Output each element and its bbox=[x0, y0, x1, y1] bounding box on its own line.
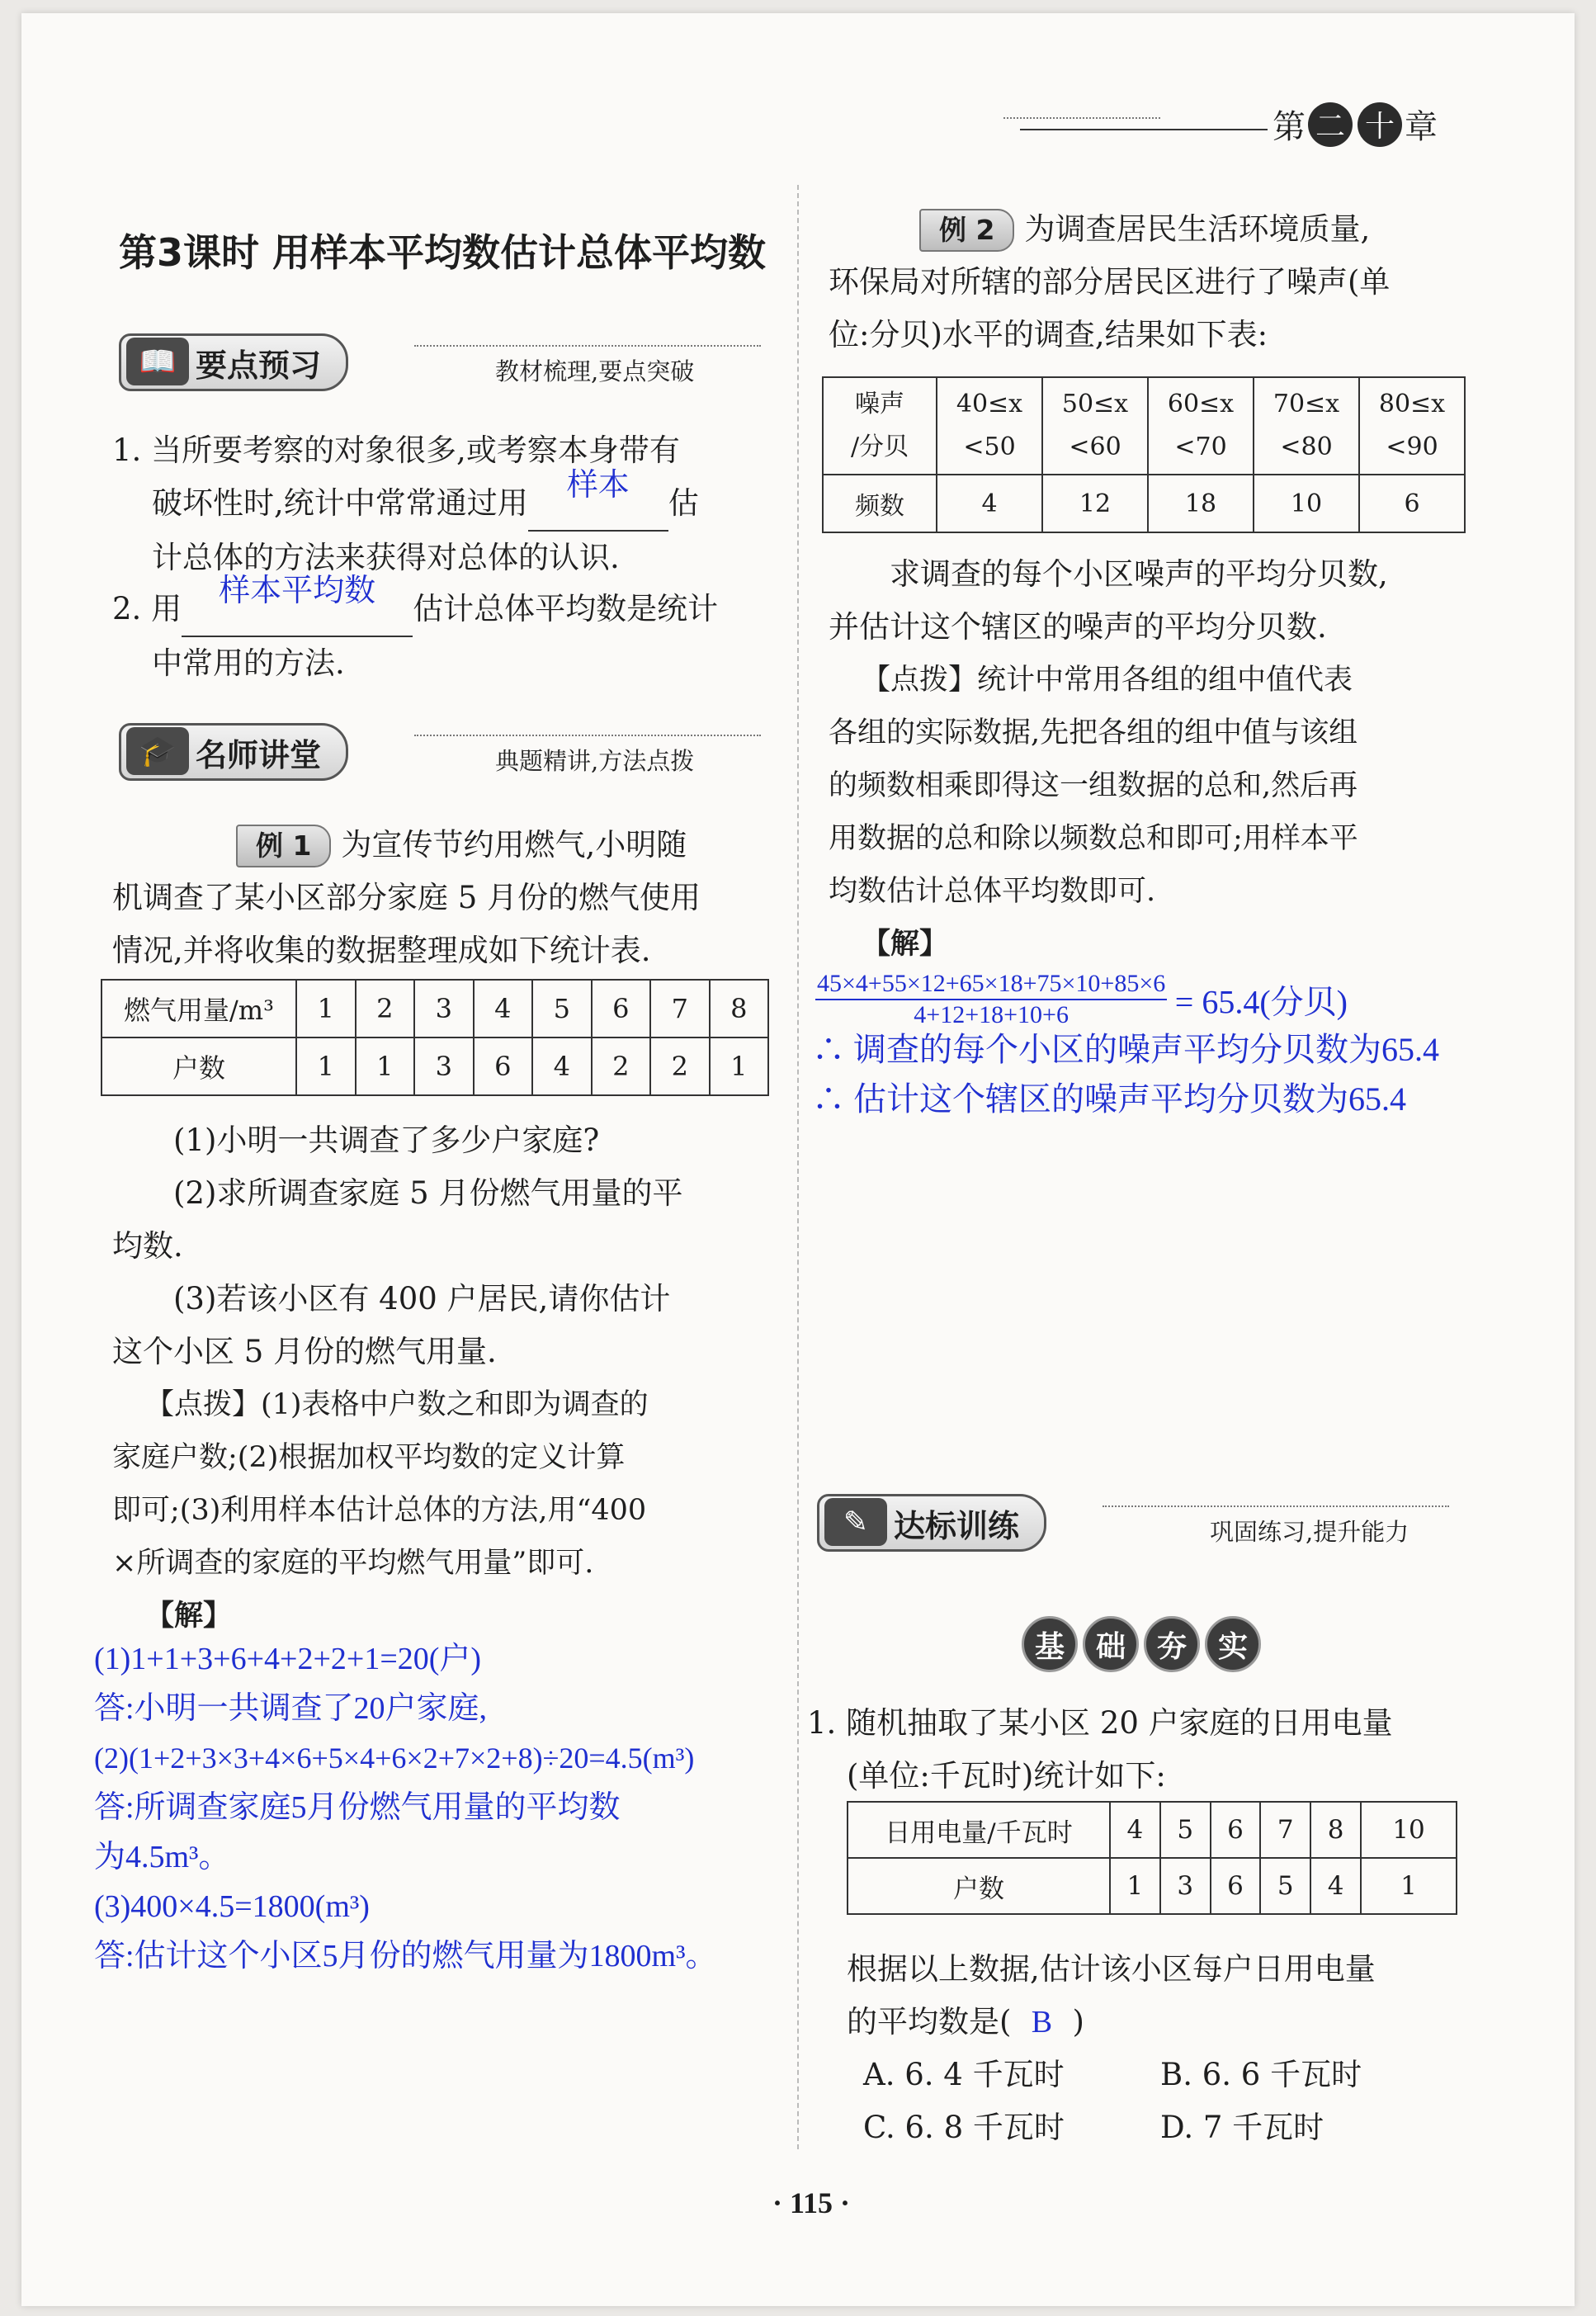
gas-table-col: 2 bbox=[356, 980, 415, 1037]
noise-col-a: 50≤x bbox=[1061, 390, 1129, 418]
elec-table-col: 10 bbox=[1361, 1802, 1457, 1858]
ex1-hint-2: 即可;(3)利用样本估计总体的方法,用“400 bbox=[112, 1494, 647, 1527]
section-lecture bbox=[119, 723, 348, 781]
noise-col-b: <70 bbox=[1174, 432, 1227, 461]
gas-table-val: 6 bbox=[474, 1037, 533, 1095]
q1-close: ) bbox=[1072, 2004, 1084, 2039]
gas-usage-table bbox=[101, 979, 769, 1096]
section-preview bbox=[119, 333, 348, 391]
question-1 bbox=[807, 1697, 1484, 1803]
ex2-hint-0: 【点拨】统计中常用各组的组中值代表 bbox=[862, 664, 1353, 697]
gas-table-col: 7 bbox=[650, 980, 710, 1037]
noise-col-a: 40≤x bbox=[956, 390, 1023, 418]
ex2-line-2: 位:分贝)水平的调查,结果如下表: bbox=[829, 317, 1268, 352]
foundation-badge bbox=[1022, 1616, 1261, 1672]
noise-table-val: 10 bbox=[1254, 475, 1359, 532]
section-preview-subtitle: 教材梳理,要点突破 bbox=[495, 357, 695, 385]
question-1-stem bbox=[847, 1943, 1490, 2049]
gas-table-val: 4 bbox=[532, 1037, 592, 1095]
noise-header-a: 噪声 bbox=[855, 390, 904, 418]
gas-table-val: 3 bbox=[414, 1037, 474, 1095]
ex1-answer-3: 答:所调查家庭5月份燃气用量的平均数 bbox=[94, 1790, 621, 1825]
elec-table-col: 7 bbox=[1260, 1802, 1310, 1858]
p1-line-d: 计总体的方法来获得对总体的认识. bbox=[152, 540, 620, 575]
elec-table-val: 1 bbox=[1361, 1858, 1457, 1914]
example-1-hint bbox=[112, 1378, 781, 1642]
noise-table-col bbox=[1254, 377, 1359, 475]
elec-table-val: 3 bbox=[1160, 1858, 1211, 1914]
p2-answer: 样本平均数 bbox=[219, 574, 376, 608]
noise-table-col bbox=[1042, 377, 1148, 475]
gas-table-header-households: 户数 bbox=[102, 1037, 296, 1095]
ex1-answer-0: (1)1+1+3+6+4+2+2+1=20(户) bbox=[94, 1642, 482, 1676]
ex1-answer-5: (3)400×4.5=1800(m³) bbox=[94, 1889, 370, 1924]
graduation-cap-icon: 🎓 bbox=[126, 727, 189, 775]
foundation-char: 实 bbox=[1205, 1616, 1261, 1672]
example-2-hint bbox=[829, 654, 1489, 971]
gas-table-col: 5 bbox=[532, 980, 592, 1037]
gas-table-col: 6 bbox=[592, 980, 651, 1037]
q1-line-0: 1. 随机抽取了某小区 20 户家庭的日用电量 bbox=[807, 1705, 1393, 1741]
chapter-label bbox=[1273, 101, 1438, 148]
noise-table-col bbox=[1148, 377, 1254, 475]
ex2-frac-den: 4+12+18+10+6 bbox=[914, 1001, 1069, 1028]
noise-table-val: 18 bbox=[1148, 475, 1254, 532]
option-c[interactable]: C. 6. 8 千瓦时 bbox=[863, 2110, 1065, 2145]
gas-table-val: 1 bbox=[356, 1037, 415, 1095]
p2-line-c: 中常用的方法. bbox=[152, 645, 345, 681]
option-a[interactable]: A. 6. 4 千瓦时 bbox=[863, 2057, 1065, 2092]
noise-table-header bbox=[823, 377, 937, 475]
noise-table-val: 4 bbox=[937, 475, 1042, 532]
noise-col-b: <90 bbox=[1386, 432, 1438, 461]
example-1-answers bbox=[94, 1634, 717, 1981]
elec-table-val: 4 bbox=[1310, 1858, 1361, 1914]
p1-line-c: 估 bbox=[668, 485, 699, 521]
ex1-answer-2: (2)(1+2+3×3+4×6+5×4+6×2+7×2+8)÷20=4.5(m³) bbox=[94, 1742, 695, 1775]
gas-table-val: 1 bbox=[710, 1037, 769, 1095]
ex1-q3a: (3)若该小区有 400 户居民,请你估计 bbox=[173, 1281, 671, 1316]
noise-col-b: <80 bbox=[1280, 432, 1333, 461]
header-rule bbox=[1020, 129, 1268, 130]
section-lecture-dots bbox=[414, 735, 761, 736]
ex2-hint-4: 均数估计总体平均数即可. bbox=[829, 875, 1156, 908]
elec-table-val: 1 bbox=[1110, 1858, 1160, 1914]
ex2-hint-1: 各组的实际数据,先把各组的组中值与该组 bbox=[829, 716, 1358, 749]
noise-table-val: 6 bbox=[1359, 475, 1465, 532]
header-dots bbox=[1003, 117, 1160, 119]
ex1-answer-4: 为4.5m³。 bbox=[94, 1840, 230, 1874]
gas-table-val: 1 bbox=[296, 1037, 356, 1095]
noise-table bbox=[822, 376, 1466, 533]
section-preview-dots bbox=[414, 345, 761, 347]
noise-table-freq-header: 频数 bbox=[823, 475, 937, 532]
noise-table-val: 12 bbox=[1042, 475, 1148, 532]
p1-line-b: 破坏性时,统计中常常通过用 bbox=[152, 485, 528, 521]
example-2-answers bbox=[812, 1025, 1439, 1124]
ex2-hint-3: 用数据的总和除以频数总和即可;用样本平 bbox=[829, 822, 1358, 855]
elec-table-val: 5 bbox=[1260, 1858, 1310, 1914]
ex1-hint-0: 【点拨】(1)表格中户数之和即为调查的 bbox=[145, 1388, 649, 1421]
example-1-intro bbox=[112, 819, 781, 977]
ex2-answer-1: ∴ 估计这个辖区的噪声平均分贝数为65.4 bbox=[812, 1080, 1406, 1118]
section-preview-label: 要点预习 bbox=[196, 347, 322, 384]
foundation-char: 础 bbox=[1083, 1616, 1139, 1672]
example-2-intro bbox=[829, 203, 1489, 362]
gas-table-val: 2 bbox=[650, 1037, 710, 1095]
question-1-options bbox=[863, 2049, 1490, 2154]
q1-answer: B bbox=[1031, 2005, 1053, 2039]
elec-table-col: 5 bbox=[1160, 1802, 1211, 1858]
elec-table-header-households: 户数 bbox=[848, 1858, 1110, 1914]
ex1-line-1: 机调查了某小区部分家庭 5 月份的燃气使用 bbox=[112, 880, 701, 915]
ex2-frac-result: = 65.4(分贝) bbox=[1174, 983, 1348, 1021]
example-2-badge: 例 2 bbox=[919, 209, 1014, 252]
p2-blank bbox=[182, 574, 413, 637]
ex2-q-0: 求调查的每个小区噪声的平均分贝数, bbox=[890, 556, 1388, 592]
ex1-solution-label: 【解】 bbox=[145, 1599, 233, 1633]
q1-after-1: 的平均数是( bbox=[847, 2004, 1012, 2039]
gas-table-val: 2 bbox=[592, 1037, 651, 1095]
ex2-line-1: 环保局对所辖的部分居民区进行了噪声(单 bbox=[829, 264, 1391, 300]
ex2-answer-0: ∴ 调查的每个小区的噪声平均分贝数为65.4 bbox=[812, 1031, 1439, 1068]
page-number: · 115 · bbox=[772, 2186, 851, 2219]
ex1-line-2: 情况,并将收集的数据整理成如下统计表. bbox=[112, 933, 651, 968]
ex2-frac-num: 45×4+55×12+65×18+75×10+85×6 bbox=[815, 969, 1167, 1000]
ex2-fraction bbox=[815, 969, 1167, 1030]
ex1-answer-6: 答:估计这个小区5月份的燃气用量为1800m³。 bbox=[94, 1939, 717, 1973]
book-icon: 📖 bbox=[126, 338, 189, 385]
section-lecture-subtitle: 典题精讲,方法点拨 bbox=[495, 747, 695, 775]
chapter-num-2: 十 bbox=[1358, 102, 1402, 147]
section-training-subtitle: 巩固练习,提升能力 bbox=[1210, 1518, 1409, 1546]
ex1-answer-1: 答:小明一共调查了20户家庭, bbox=[94, 1691, 488, 1726]
example-1-badge: 例 1 bbox=[236, 825, 331, 867]
noise-col-a: 80≤x bbox=[1378, 390, 1446, 418]
ex2-hint-2: 的频数相乘即得这一组数据的总和,然后再 bbox=[829, 769, 1358, 802]
chapter-num-1: 二 bbox=[1308, 102, 1353, 147]
ex1-line-0: 为宣传节约用燃气,小明随 bbox=[341, 827, 687, 863]
elec-table-col: 8 bbox=[1310, 1802, 1361, 1858]
page bbox=[21, 13, 1575, 2306]
ex2-q-1: 并估计这个辖区的噪声的平均分贝数. bbox=[829, 609, 1327, 645]
ex2-line-0: 为调查居民生活环境质量, bbox=[1024, 211, 1371, 247]
ex2-formula bbox=[815, 969, 1348, 1030]
gas-table-col: 1 bbox=[296, 980, 356, 1037]
noise-col-b: <60 bbox=[1069, 432, 1121, 461]
elec-table-col: 4 bbox=[1110, 1802, 1160, 1858]
lesson-title: 第3课时 用样本平均数估计总体平均数 bbox=[119, 230, 767, 275]
ex1-q2a: (2)求所调查家庭 5 月份燃气用量的平 bbox=[173, 1175, 683, 1211]
section-training bbox=[817, 1494, 1046, 1552]
noise-col-b: <50 bbox=[963, 432, 1016, 461]
foundation-char: 夯 bbox=[1144, 1616, 1200, 1672]
elec-table-val: 6 bbox=[1211, 1858, 1261, 1914]
option-d[interactable]: D. 7 千瓦时 bbox=[1160, 2110, 1324, 2145]
noise-col-a: 60≤x bbox=[1167, 390, 1235, 418]
noise-table-col bbox=[937, 377, 1042, 475]
chapter-pre: 第 bbox=[1273, 108, 1306, 146]
section-lecture-label: 名师讲堂 bbox=[196, 736, 322, 773]
gas-table-header-usage: 燃气用量/m³ bbox=[102, 980, 296, 1037]
noise-table-col bbox=[1359, 377, 1465, 475]
q1-line-1: (单位:千瓦时)统计如下: bbox=[847, 1758, 1166, 1794]
column-divider bbox=[797, 185, 799, 2149]
ex1-q1: (1)小明一共调查了多少户家庭? bbox=[173, 1123, 600, 1158]
q1-after-0: 根据以上数据,估计该小区每户日用电量 bbox=[847, 1951, 1376, 1987]
gas-table-col: 4 bbox=[474, 980, 533, 1037]
p1-answer: 样本 bbox=[566, 468, 630, 503]
ex1-q2b: 均数. bbox=[112, 1228, 183, 1264]
example-2-question bbox=[829, 548, 1489, 654]
option-b[interactable]: B. 6. 6 千瓦时 bbox=[1160, 2057, 1362, 2092]
p1-line-a: 1. 当所要考察的对象很多,或考察本身带有 bbox=[112, 432, 680, 468]
section-training-label: 达标训练 bbox=[894, 1507, 1020, 1544]
foundation-char: 基 bbox=[1022, 1616, 1078, 1672]
p2-line-b: 估计总体平均数是统计 bbox=[413, 591, 719, 626]
ex2-solution-label: 【解】 bbox=[862, 927, 949, 961]
ex1-hint-3: ×所调查的家庭的平均燃气用量”即可. bbox=[112, 1547, 594, 1580]
chapter-post: 章 bbox=[1405, 108, 1438, 146]
section-training-dots bbox=[1103, 1505, 1449, 1507]
elec-table-header-usage: 日用电量/千瓦时 bbox=[848, 1802, 1110, 1858]
electricity-table bbox=[847, 1801, 1457, 1915]
ex1-hint-1: 家庭户数;(2)根据加权平均数的定义计算 bbox=[112, 1441, 626, 1474]
ex1-q3b: 这个小区 5 月份的燃气用量. bbox=[112, 1334, 497, 1369]
gas-table-col: 3 bbox=[414, 980, 474, 1037]
example-1-questions bbox=[112, 1114, 781, 1378]
p1-blank bbox=[528, 468, 668, 532]
elec-table-col: 6 bbox=[1211, 1802, 1261, 1858]
preview-item-2 bbox=[112, 574, 772, 690]
preview-item-1 bbox=[112, 424, 772, 584]
noise-header-b: /分贝 bbox=[850, 432, 909, 461]
gas-table-col: 8 bbox=[710, 980, 769, 1037]
pen-book-icon: ✎ bbox=[824, 1498, 887, 1546]
p2-line-a: 2. 用 bbox=[112, 591, 182, 626]
noise-col-a: 70≤x bbox=[1273, 390, 1340, 418]
